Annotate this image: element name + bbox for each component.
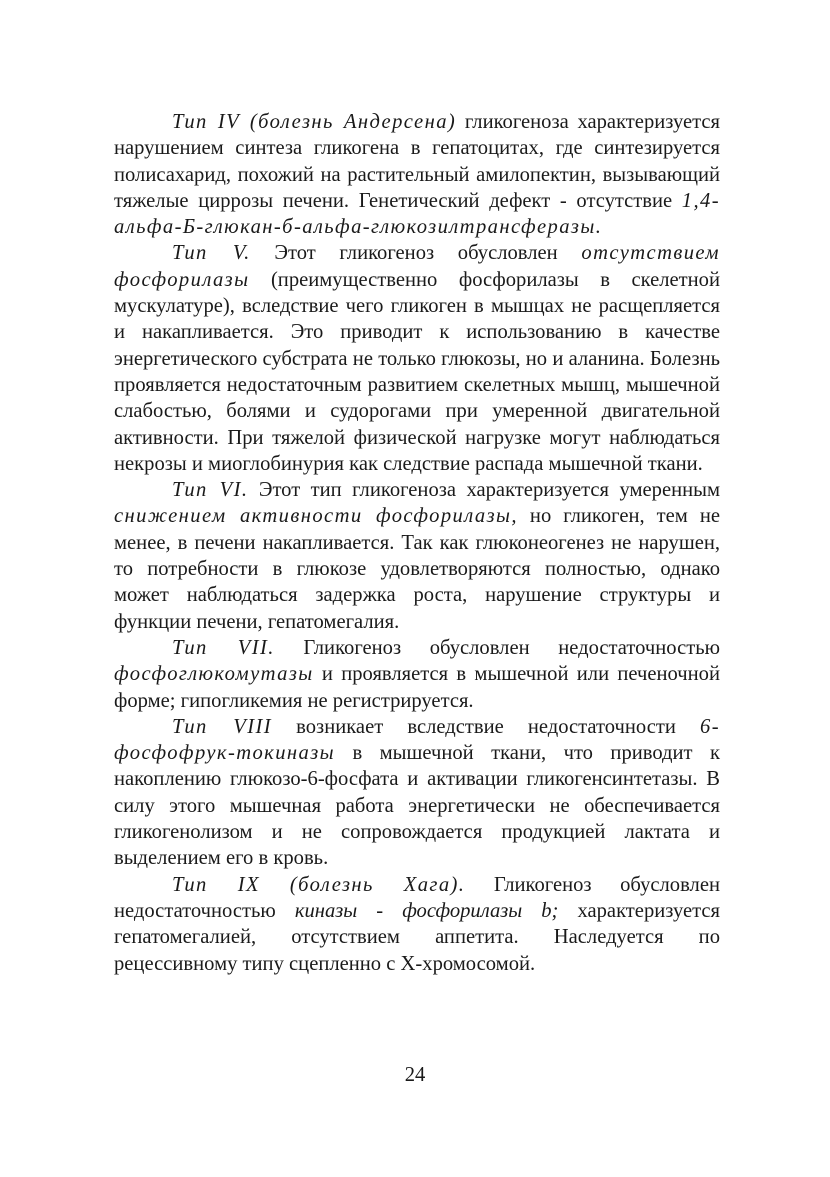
italic-term: 1,4-альфа-Б-глюкан-б-альфа-глюкозилтрансферазы.: [114, 189, 720, 239]
text-run: Этот тип гликогеноза характеризуется умеренным: [248, 479, 720, 502]
italic-term: снижением активности фосфорилазы,: [114, 505, 518, 528]
italic-term: Тип VIII: [172, 715, 273, 738]
italic-term: Тип V.: [172, 242, 251, 265]
text-run: Гликогеноз обусловлен недостаточностью: [114, 873, 720, 922]
paragraph: [114, 714, 720, 872]
body-text: [114, 109, 720, 977]
italic-term: Тип VI.: [172, 479, 249, 502]
text-run: в мышечной ткани, что приводит к накоплению глюкозо-6-фосфата и активации гликогенсинтетазы. В силу этого мышечная работа энергетически не обеспечивается гликогенолизом и не сопровождается продукцией лактата и выделением его в кровь.: [114, 742, 720, 870]
text-run: гликогеноза характеризуется нарушением синтеза гликогена в гепатоцитах, где синтезируется полисахарид, похожий на растительный амилопектин, вызывающий тяжелые циррозы печени. Генетический дефект - отсутствие: [114, 111, 720, 212]
paragraph: [114, 240, 720, 477]
italic-term: киназы - фосфорилазы b;: [294, 899, 559, 922]
italic-term: Тип IX (болезнь Хага).: [172, 873, 466, 896]
italic-term: Тип IV (болезнь Андерсена): [172, 111, 457, 133]
text-run: Этот гликогеноз обусловлен: [250, 242, 582, 265]
paragraph: [114, 872, 720, 977]
text-run: (преимущественно фосфорилазы в скелетной мускулатуре), вследствие чего гликоген в мышцах не расщепляется и накапливается. Это приводит к использованию в качестве энергетического субстрата не только глюкозы, но и аланина. Болезнь проявляется недостаточным развитием скелетных мышц, мышечной слабостью, болями и судорогами при умеренной двигательной активности. При тяжелой физической нагрузке могут наблюдаться некрозы и миоглобинурия как следствие распада мышечной ткани.: [114, 268, 720, 475]
page-number: 24: [404, 1064, 426, 1086]
text-run: но гликоген, тем не менее, в печени накапливается. Так как глюконеогенез не нарушен, то потребности в глюкозе удовлетворяются полностью, однако может наблюдаться задержка роста, нарушение структуры и функции печени, гепатомегалия.: [114, 505, 720, 633]
text-run: Гликогеноз обусловлен недостаточностью: [274, 636, 720, 659]
paragraph: [114, 109, 720, 240]
paragraph: [114, 477, 720, 635]
text-run: и проявляется в мышечной или печеночной форме; гипогликемия не регистрируется.: [114, 663, 720, 712]
text-run: характеризуется гепатомегалией, отсутствием аппетита. Наследуется по рецессивному типу сцепленно с Х-хромосомой.: [114, 899, 720, 975]
italic-term: отсутствием фосфорилазы: [114, 242, 720, 291]
paragraph: [114, 635, 720, 714]
text-run: возникает вследствие недостаточности: [272, 715, 701, 738]
italic-term: 6-фосфофрук-токиназы: [114, 715, 720, 765]
italic-term: фосфоглюкомутазы: [114, 663, 314, 686]
italic-term: Тип VII.: [172, 636, 275, 659]
